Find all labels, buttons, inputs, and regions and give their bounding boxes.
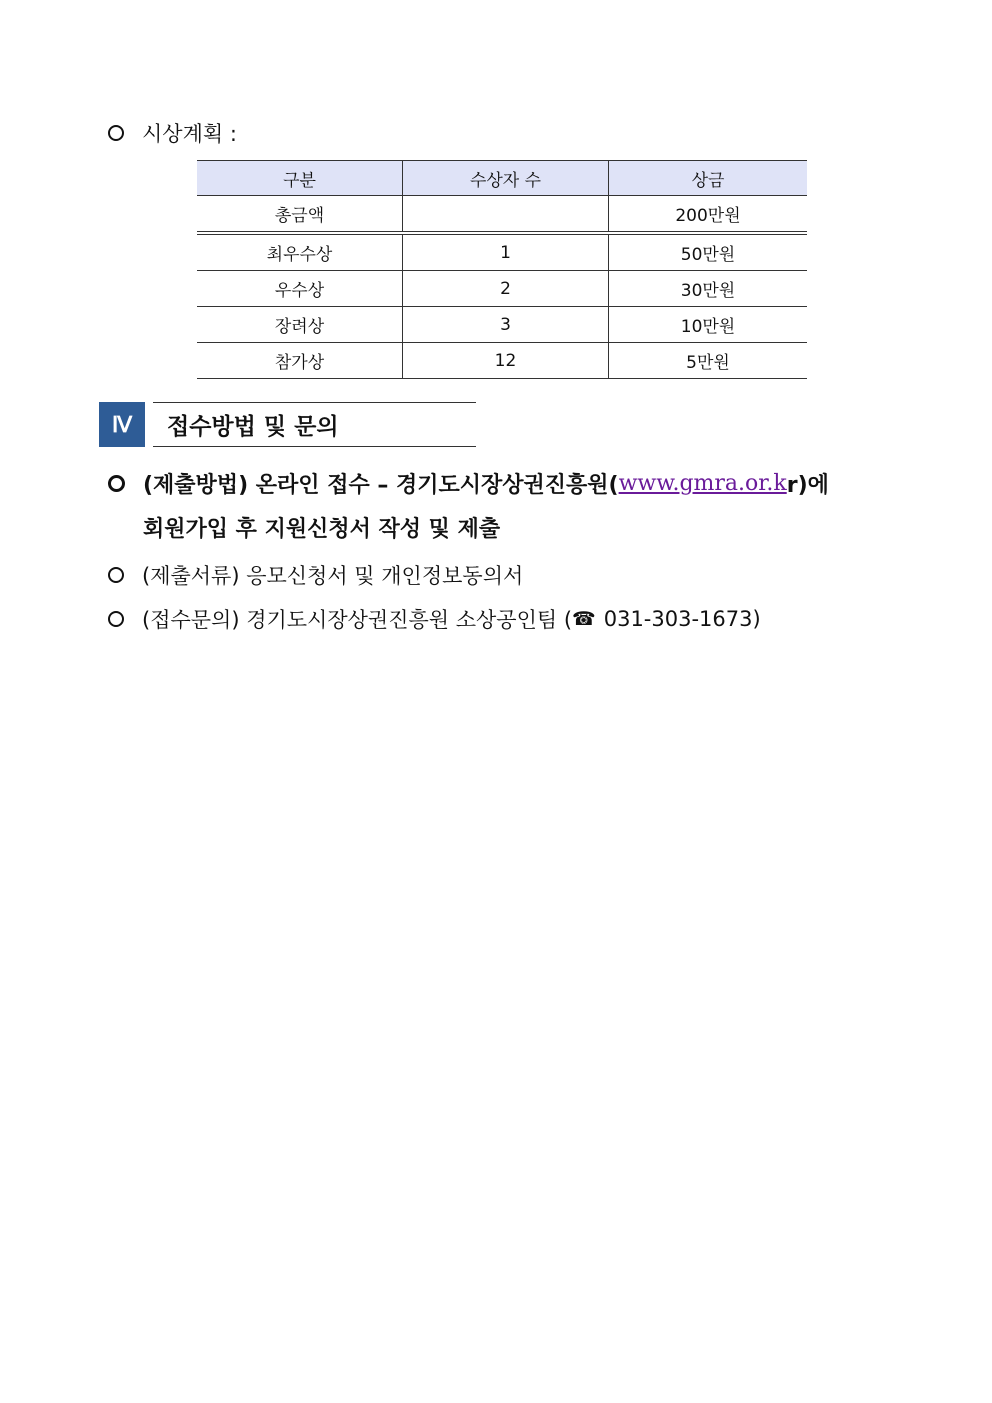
table-row: [197, 271, 807, 307]
table-row: [197, 343, 807, 379]
documents-text: (제출서류) 응모신청서 및 개인정보동의서: [142, 564, 524, 588]
prize-table: [197, 160, 807, 379]
cell-prize: 10만원: [609, 307, 808, 343]
cell-prize: 5만원: [609, 343, 808, 379]
section-title-bar: [153, 402, 476, 447]
table-row: [197, 233, 807, 271]
inquiry-prefix: (접수문의) 경기도시장상권진흥원 소상공인팀 (: [142, 608, 573, 632]
circle-bullet-icon: [108, 475, 125, 492]
section-number-badge: Ⅳ: [99, 402, 145, 447]
header-prize: 상금: [609, 161, 808, 196]
header-category: 구분: [197, 161, 403, 196]
cell-winners: 2: [403, 271, 609, 307]
award-plan-label: 시상계획 :: [142, 122, 237, 146]
table-row: [197, 196, 807, 234]
website-link[interactable]: www.gmra.or.k: [618, 471, 787, 496]
cell-winners: 3: [403, 307, 609, 343]
submission-prefix: (제출방법) 온라인 접수 – 경기도시장상권진흥원(: [143, 473, 619, 498]
circle-bullet-icon: [108, 611, 124, 627]
phone-icon: ☎: [572, 608, 596, 630]
cell-category: 장려상: [197, 307, 403, 343]
documents-item: [108, 560, 523, 590]
table-header-row: [197, 161, 807, 196]
cell-category: 총금액: [197, 196, 403, 234]
cell-category: 참가상: [197, 343, 403, 379]
cell-winners: 1: [403, 233, 609, 271]
inquiry-item: [108, 604, 761, 634]
circle-bullet-icon: [108, 567, 124, 583]
cell-prize: 200만원: [609, 196, 808, 234]
submission-suffix: r)에: [786, 473, 829, 498]
cell-prize: 30만원: [609, 271, 808, 307]
circle-bullet-icon: [108, 125, 124, 141]
submission-method-item: [108, 468, 829, 499]
cell-category: 우수상: [197, 271, 403, 307]
header-winners: 수상자 수: [403, 161, 609, 196]
cell-prize: 50만원: [609, 233, 808, 271]
cell-winners: [403, 196, 609, 234]
award-plan-heading: [108, 118, 237, 148]
cell-category: 최우수상: [197, 233, 403, 271]
table-row: [197, 307, 807, 343]
inquiry-phone: 031-303-1673): [603, 607, 761, 631]
section-title: 접수방법 및 문의: [167, 414, 339, 440]
submission-method-continuation: 회원가입 후 지원신청서 작성 및 제출: [143, 517, 501, 542]
cell-winners: 12: [403, 343, 609, 379]
section-heading: [99, 402, 479, 447]
